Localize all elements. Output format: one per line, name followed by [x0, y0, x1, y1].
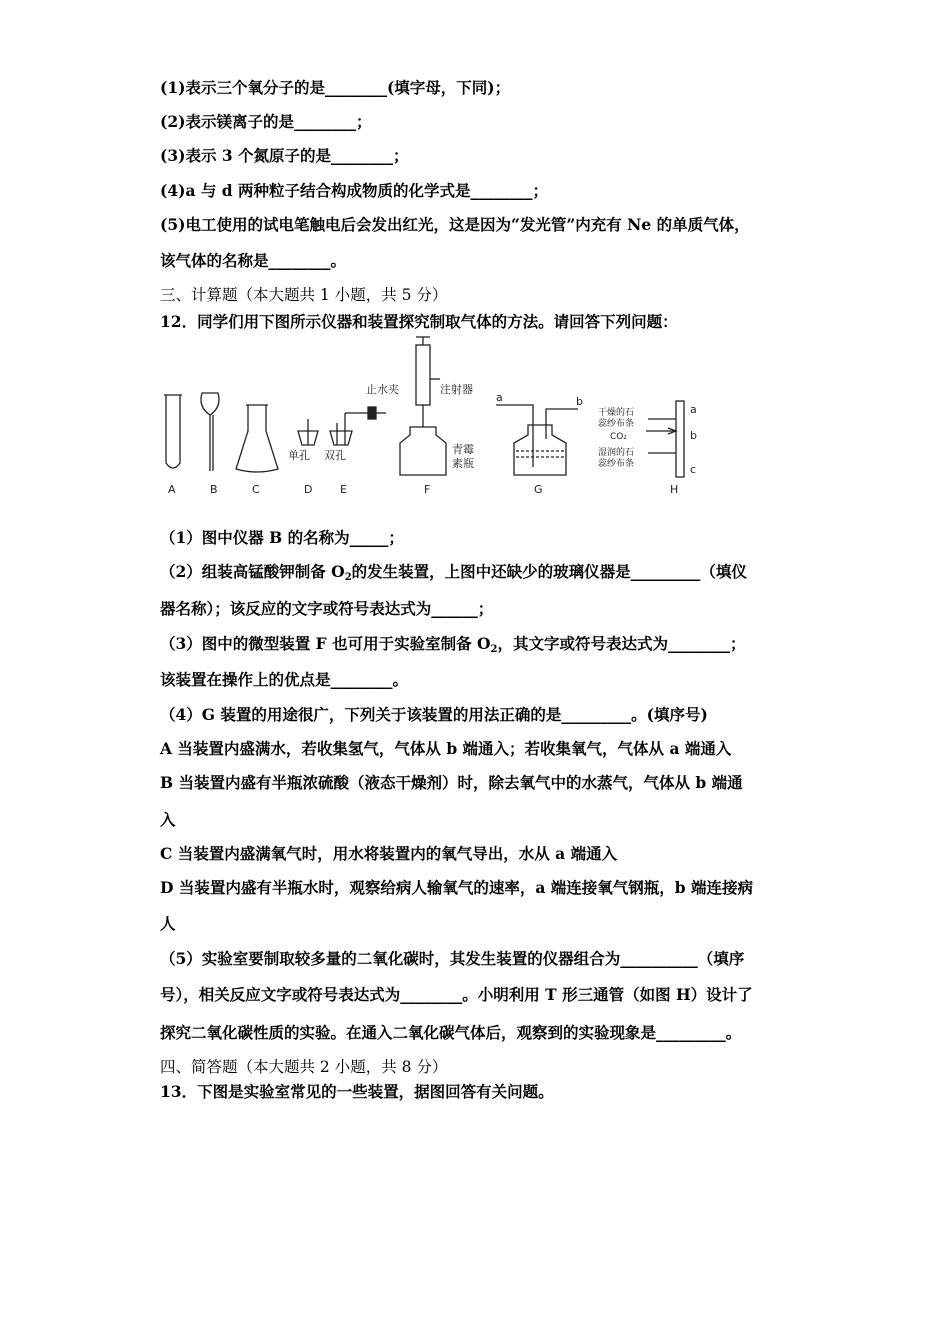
q12-part1: （1）图中仪器 B 的名称为_____； [160, 528, 404, 547]
q12-part3-line1 [160, 634, 745, 660]
label-vial-2: 素瓶 [452, 457, 474, 470]
option-a: A 当装置内盛满水，若收集氢气，气体从 b 端通入；若收集氧气，气体从 a 端通入 [160, 739, 732, 758]
q12-part3-post: ，其文字或符号表达式为________； [497, 634, 746, 653]
label-h-a: a [690, 403, 697, 416]
q13-stem: 13．下图是实验室常见的一些装置，据图回答有关问题。 [160, 1082, 554, 1101]
figure-letter: B [210, 483, 218, 496]
q12-part5-line1: （5）实验室要制取较多量的二氧化碳时，其发生装置的仪器组合为__________（填序 [160, 949, 745, 968]
syringe-f [416, 345, 430, 405]
q12-part2-post: 的发生装置，上图中还缺少的玻璃仪器是_________（填仪 [351, 562, 747, 581]
vial-f [400, 427, 446, 475]
q11-part3: (3)表示 3 个氮原子的是________； [160, 146, 409, 165]
label-h-dry-2: 蕊纱布条 [598, 419, 635, 429]
section-4-heading: 四、简答题（本大题共 2 小题，共 8 分） [160, 1058, 448, 1076]
figure-letter: E [340, 483, 347, 496]
label-double-hole: 双孔 [324, 449, 346, 462]
option-b-line2: 入 [160, 810, 176, 829]
q11-part5-line2: 该气体的名称是________。 [160, 251, 347, 270]
stopper-e [330, 431, 352, 445]
label-syringe: 注射器 [440, 383, 473, 396]
q12-part5-line2: 号），相关反应文字或符号表达式为________。小明利用 T 形三通管（如图 H）设计了 [160, 985, 753, 1004]
label-h-b: b [690, 429, 697, 442]
q12-part4: （4）G 装置的用途很广，下列关于该装置的用法正确的是_________。(填序号) [160, 705, 708, 724]
label-g-b: b [576, 395, 583, 408]
q12-stem: 12．同学们用下图所示仪器和装置探究制取气体的方法。请回答下列问题： [160, 312, 678, 331]
subscript: 2 [344, 572, 352, 583]
option-d-line1: D 当装置内盛有半瓶水时，观察给病人输氧气的速率，a 端连接氧气钢瓶，b 端连接病 [160, 878, 754, 897]
label-h-co2: CO₂ [610, 432, 627, 442]
label-h-wet-2: 蕊纱布条 [598, 459, 635, 469]
q12-part2-pre: （2）组装高锰酸钾制备 O [160, 562, 345, 581]
t-tube-h [676, 401, 684, 477]
option-c: C 当装置内盛满氧气时，用水将装置内的氧气导出，水从 a 端通入 [160, 844, 618, 863]
gas-bottle-g [514, 425, 566, 475]
q11-part4: (4)a 与 d 两种粒子结合构成物质的化学式是________； [160, 181, 549, 200]
label-stopcock: 止水夹 [366, 383, 399, 396]
label-single-hole: 单孔 [288, 449, 310, 462]
label-h-wet-1: 湿润的石 [598, 448, 635, 458]
q12-part3-line2: 该装置在操作上的优点是________。 [160, 670, 409, 689]
figure-letter: A [168, 483, 176, 496]
label-vial-1: 青霉 [452, 443, 474, 456]
option-d-line2: 人 [160, 914, 176, 933]
label-g-a: a [496, 391, 503, 404]
figure-letter: G [534, 483, 543, 496]
figure-letter: C [252, 483, 260, 496]
option-b-line1: B 当装置内盛有半瓶浓硫酸（液态干燥剂）时，除去氧气中的水蒸气，气体从 b 端通 [160, 773, 743, 792]
conical-flask-c [236, 405, 278, 472]
funnel-b [201, 393, 219, 415]
q11-part5-line1: (5)电工使用的试电笔触电后会发出红光，这是因为“发光管”内充有 Ne 的单质气体， [160, 215, 750, 234]
q12-part2-line2: 器名称）；该反应的文字或符号表达式为______； [160, 599, 494, 618]
test-tube-a [166, 395, 180, 468]
q12-part5-line3: 探究二氧化碳性质的实验。在通入二氧化碳气体后，观察到的实验现象是_________。 [160, 1023, 742, 1042]
figure-letter: D [304, 483, 313, 496]
q12-part2-line1 [160, 562, 747, 588]
label-h-c: c [690, 463, 697, 476]
q12-part3-pre: （3）图中的微型装置 F 也可用于实验室制备 O [160, 634, 491, 653]
figure-letter: F [424, 483, 431, 496]
label-h-dry-1: 干燥的石 [598, 408, 635, 418]
figure-letter: H [670, 483, 679, 496]
subscript: 2 [490, 644, 498, 655]
section-3-heading: 三、计算题（本大题共 1 小题，共 5 分） [160, 286, 448, 304]
apparatus-figure [158, 335, 718, 505]
q11-part2: (2)表示镁离子的是________； [160, 112, 372, 131]
q11-part1: (1)表示三个氧分子的是________(填字母，下同)； [160, 78, 511, 97]
